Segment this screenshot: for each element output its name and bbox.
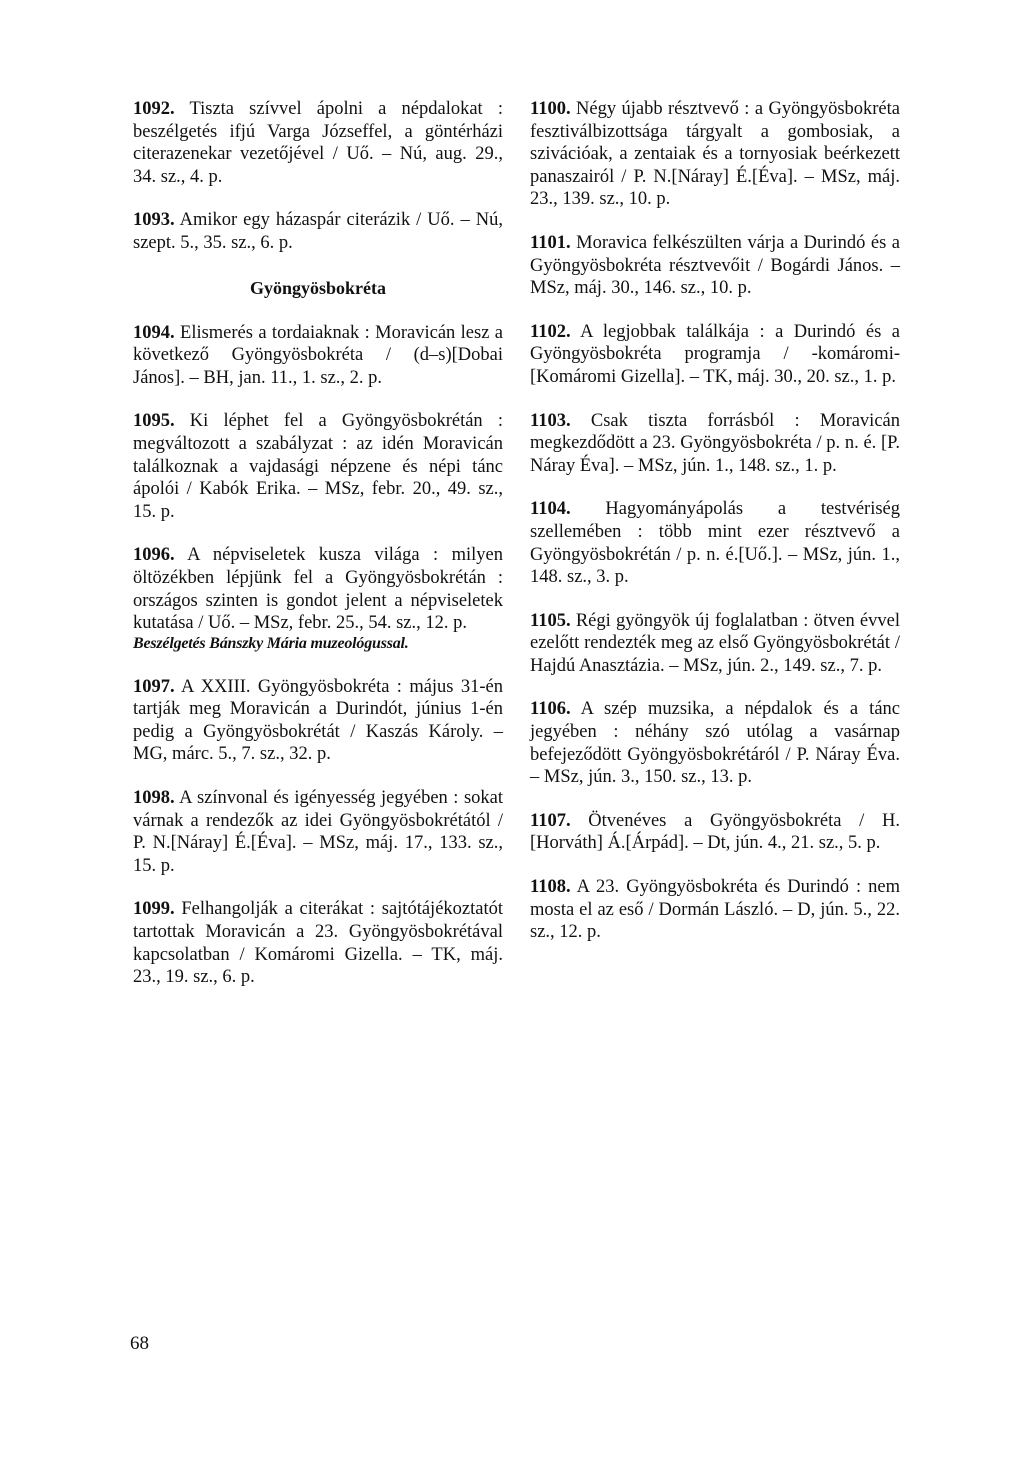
entry-number: 1095. xyxy=(133,411,175,432)
entry-text: Tiszta szívvel ápolni a népdalokat : beszélgetés ifjú Varga Józseffel, a göntérházi citerazenekar vezetőjével / Uő. – Nú, aug. 29., 34. sz., 4. p. xyxy=(133,99,503,187)
entry-number: 1098. xyxy=(133,788,175,809)
page-number: 68 xyxy=(130,1333,149,1354)
entry-number: 1094. xyxy=(133,322,175,343)
bibliography-entry xyxy=(133,676,503,766)
entry-number: 1092. xyxy=(133,99,175,119)
bibliography-entry xyxy=(530,232,900,300)
entry-text: A legjobbak találkája : a Durindó és a Gyöngyösbokréta programja / -komáromi-[Komáromi Gizella]. – TK, máj. 30., 20. sz., 1. p. xyxy=(530,321,900,387)
bibliography-entry xyxy=(530,876,900,944)
entry-text: Régi gyöngyök új foglalatban : ötven évvel ezelőtt rendezték meg az első Gyöngyösbokrétát / Hajdú Anasztázia. – MSz, jún. 2., 149. sz., 7. p. xyxy=(530,610,900,676)
bibliography-entry xyxy=(133,98,503,188)
entry-number: 1093. xyxy=(133,210,175,231)
section-heading: Gyöngyösbokréta xyxy=(249,277,386,298)
entry-number: 1103. xyxy=(530,410,571,431)
entry-text: Amikor egy házaspár citerázik / Uő. – Nú, szept. 5., 35. sz., 6. p. xyxy=(133,210,503,253)
entry-number: 1097. xyxy=(133,676,175,697)
bibliography-entry xyxy=(530,98,900,211)
bibliography-entry xyxy=(133,787,503,877)
entry-text: A népviseletek kusza világa : milyen öltözékben lépjünk fel a Gyöngyösbokrétán : országos szinten is gondot jelent a népviseletek kutatása / Uő. – MSz, febr. 25., 54. sz., 12. p. xyxy=(133,545,503,634)
entry-number: 1105. xyxy=(530,610,571,631)
bibliography-entry xyxy=(530,498,900,588)
bibliography-entry xyxy=(133,898,503,988)
bibliography-entry xyxy=(530,410,900,478)
bibliography-entry xyxy=(530,698,900,788)
entry-number: 1106. xyxy=(530,699,571,720)
entry-text: A szép muzsika, a népdalok és a tánc jegyében : néhány szó utólag a vasárnap befejeződött Gyöngyösbokrétáról / P. Náray Éva. – MSz, jún. 3., 150. sz., 13. p. xyxy=(530,699,900,788)
entry-number: 1099. xyxy=(133,899,175,920)
bibliography-entry xyxy=(133,544,503,654)
bibliography-entry xyxy=(133,410,503,523)
bibliography-entry xyxy=(133,209,503,254)
entry-text: Négy újabb résztvevő : a Gyöngyösbokréta fesztiválbizottsága tárgyalt a gombosiak, a szivációak, a zentaiak és a tornyosiak beérkezett panaszairól / P. N.[Náray] É.[Éva]. – MSz, máj. 23., 139. sz., 10. p. xyxy=(530,99,900,210)
entry-text: A 23. Gyöngyösbokréta és Durindó : nem mosta el az eső / Dormán László. – D, jún. 5., 22. sz., 12. p. xyxy=(530,877,900,943)
bibliography-entry xyxy=(133,322,503,390)
entry-annotation: Beszélgetés Bánszky Mária muzeológussal. xyxy=(133,634,409,652)
entry-text: Csak tiszta forrásból : Moravicán megkezdődött a 23. Gyöngyösbokréta / p. n. é. [P. Náray Éva]. – MSz, jún. 1., 148. sz., 1. p. xyxy=(530,410,900,476)
bibliography-entry xyxy=(530,810,900,855)
entry-text: A színvonal és igényesség jegyében : sokat várnak a rendezők az idei Gyöngyösbokrétától / P. N.[Náray] É.[Éva]. – MSz, máj. 17., 133. sz., 15. p. xyxy=(133,788,503,876)
entry-text: A XXIII. Gyöngyösbokréta : május 31-én tartják meg Moravicán a Durindót, június 1-én pedig a Gyöngyösbokrétát / Kaszás Károly. – MG, márc. 5., 7. sz., 32. p. xyxy=(133,676,503,765)
entry-number: 1108. xyxy=(530,877,571,898)
entry-number: 1101. xyxy=(530,232,571,253)
entry-number: 1104. xyxy=(530,499,571,520)
entry-text: Moravica felkészülten várja a Durindó és a Gyöngyösbokréta résztvevőit / Bogárdi János. – MSz, máj. 30., 146. sz., 10. p. xyxy=(530,232,900,299)
right-column xyxy=(530,98,900,965)
entry-text: Felhangolják a citerákat : sajtótájékoztatót tartottak Moravicán a 23. Gyöngyösbokrétával kapcsolatban / Komáromi Gizella. – TK, máj. 23., 19. sz., 6. p. xyxy=(133,899,503,988)
bibliography-entry xyxy=(530,321,900,389)
left-column xyxy=(133,98,503,1010)
entry-text: Hagyományápolás a testvériség szellemében : több mint ezer résztvevő a Gyöngyösbokrétán / p. n. é.[Uő.]. – MSz, jún. 1., 148. sz., 3. p. xyxy=(530,499,900,588)
entry-number: 1100. xyxy=(530,99,571,119)
entry-number: 1107. xyxy=(530,810,571,831)
entry-number: 1096. xyxy=(133,545,175,566)
entry-text: Elismerés a tordaiaknak : Moravicán lesz a következő Gyöngyösbokréta / (d–s)[Dobai János]. – BH, jan. 11., 1. sz., 2. p. xyxy=(133,322,504,388)
entry-number: 1102. xyxy=(530,321,571,342)
bibliography-entry xyxy=(530,610,900,678)
entry-text: Ötvenéves a Gyöngyösbokréta / H.[Horváth] Á.[Árpád]. – Dt, jún. 4., 21. sz., 5. p. xyxy=(530,810,900,854)
entry-text: Ki léphet fel a Gyöngyösbokrétán : megváltozott a szabályzat : az idén Moravicán találkoznak a vajdasági népzene és népi tánc ápolói / Kabók Erika. – MSz, febr. 20., 49. sz., 15. p. xyxy=(133,411,503,522)
